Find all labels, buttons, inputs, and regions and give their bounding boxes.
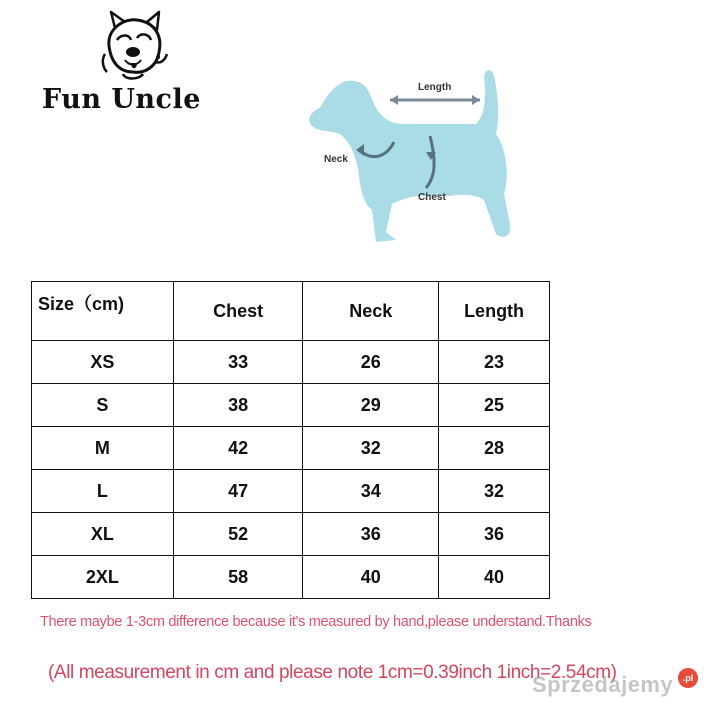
watermark-badge: .pl [678, 668, 698, 688]
size-cell: XS [32, 341, 174, 384]
diagram-neck-label: Neck [324, 154, 348, 165]
diagram-chest-label: Chest [418, 192, 446, 203]
length-cell: 25 [439, 384, 550, 427]
header-length: Length [439, 282, 550, 341]
table-row [32, 470, 550, 513]
chest-cell: 33 [173, 341, 303, 384]
length-cell: 36 [439, 513, 550, 556]
chest-cell: 52 [173, 513, 303, 556]
size-cell: L [32, 470, 174, 513]
neck-cell: 36 [303, 513, 439, 556]
header-size: Size（cm) [32, 282, 174, 341]
brand-name: Fun Uncle [42, 84, 201, 115]
chest-cell: 47 [173, 470, 303, 513]
chest-cell: 42 [173, 427, 303, 470]
header-chest: Chest [173, 282, 303, 341]
table-header-row [32, 282, 550, 341]
conversion-note: (All measurement in cm and please note 1cm=0.39inch 1inch=2.54cm) [48, 662, 617, 683]
neck-cell: 29 [303, 384, 439, 427]
table-row [32, 556, 550, 599]
size-chart-table [31, 281, 550, 599]
difference-note: There maybe 1-3cm difference because it's measured by hand,please understand.Thanks [40, 614, 592, 630]
neck-cell: 40 [303, 556, 439, 599]
neck-cell: 26 [303, 341, 439, 384]
header-neck: Neck [303, 282, 439, 341]
size-cell: 2XL [32, 556, 174, 599]
table-row [32, 427, 550, 470]
chest-cell: 38 [173, 384, 303, 427]
chest-cell: 58 [173, 556, 303, 599]
size-cell: XL [32, 513, 174, 556]
dog-logo-icon [95, 10, 175, 84]
watermark-text: Sprzedajemy [532, 672, 674, 697]
neck-cell: 34 [303, 470, 439, 513]
diagram-length-label: Length [418, 82, 452, 93]
size-cell: S [32, 384, 174, 427]
neck-cell: 32 [303, 427, 439, 470]
length-cell: 23 [439, 341, 550, 384]
length-cell: 40 [439, 556, 550, 599]
table-row [32, 341, 550, 384]
length-cell: 32 [439, 470, 550, 513]
length-cell: 28 [439, 427, 550, 470]
table-row [32, 513, 550, 556]
size-cell: M [32, 427, 174, 470]
table-row [32, 384, 550, 427]
